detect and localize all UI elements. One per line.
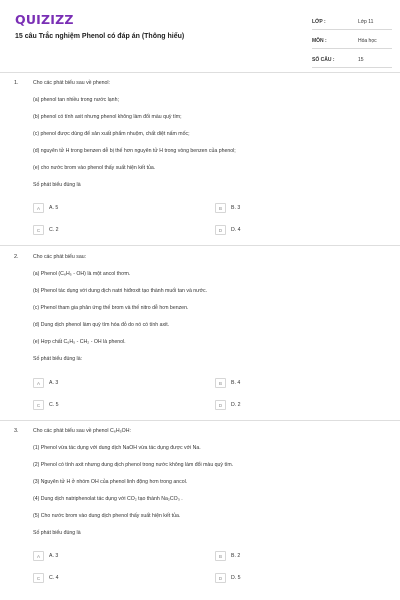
question-line: (1) Phenol vừa tác dụng với dung dịch NaOH vừa tác dụng được với Na. — [33, 445, 201, 451]
option-letter-box: B — [215, 203, 226, 213]
answer-option-b[interactable] — [215, 203, 240, 213]
question-divider — [0, 420, 400, 421]
question-line: Số phát biểu đúng là — [33, 182, 81, 188]
meta-label: MÔN : — [312, 37, 327, 44]
option-letter-box: C — [33, 225, 44, 235]
question-line: Cho các phát biểu sau: — [33, 254, 87, 260]
option-letter-box: A — [33, 203, 44, 213]
meta-value: 15 — [358, 56, 364, 63]
question-line: (b) Phenol tác dụng với dung dịch natri hiđroxit tạo thành muối tan và nước. — [33, 288, 208, 294]
option-letter-box: D — [215, 400, 226, 410]
option-text: D. 4 — [231, 227, 241, 233]
question-number: 2. — [14, 254, 19, 260]
question-line: (c) phenol được dùng để sản xuất phẩm nhuộm, chất diệt nấm mốc; — [33, 131, 190, 137]
meta-value: Lớp 11 — [358, 18, 374, 25]
meta-question-count — [312, 52, 392, 68]
answer-option-c[interactable] — [33, 225, 59, 235]
question-line: (d) nguyên tử H trong benzen dễ bị thế hơn nguyên tử H trong vòng benzen của phenol; — [33, 148, 236, 154]
question-divider — [0, 245, 400, 246]
answer-option-a[interactable] — [33, 551, 58, 561]
answer-option-a[interactable] — [33, 378, 58, 388]
answer-option-c[interactable] — [33, 573, 59, 583]
meta-label: LỚP : — [312, 18, 326, 25]
option-text: B. 2 — [231, 553, 241, 559]
question-line: Cho các phát biểu sau về phenol C₆H₅OH: — [33, 428, 131, 434]
meta-panel — [312, 14, 392, 71]
question-line: Số phát biểu đúng là: — [33, 356, 83, 362]
option-text: A. 3 — [49, 553, 59, 559]
option-letter-box: D — [215, 225, 226, 235]
meta-label: SỐ CÂU : — [312, 56, 335, 63]
question-line: (3) Nguyên tử H ở nhóm OH của phenol linh động hơn trong ancol. — [33, 479, 188, 485]
answer-option-d[interactable] — [215, 225, 241, 235]
option-text: A. 3 — [49, 380, 59, 386]
question-line: Cho các phát biểu sau về phenol: — [33, 80, 111, 86]
option-letter-box: C — [33, 400, 44, 410]
question-line: (5) Cho nước brom vào dung dịch phenol thấy xuất hiện kết tủa. — [33, 513, 181, 519]
question-number: 3. — [14, 428, 19, 434]
meta-grade — [312, 14, 392, 30]
question-number: 1. — [14, 80, 19, 86]
option-text: D. 2 — [231, 402, 241, 408]
question-line: (d) Dung dịch phenol làm quỳ tím hóa đỏ do nó có tính axit. — [33, 322, 170, 328]
option-letter-box: A — [33, 551, 44, 561]
header-divider — [0, 72, 400, 73]
option-text: C. 2 — [49, 227, 59, 233]
meta-subject — [312, 33, 392, 49]
option-text: C. 4 — [49, 575, 59, 581]
page-title: 15 câu Trắc nghiệm Phenol có đáp án (Thông hiểu) — [15, 33, 185, 40]
answer-option-d[interactable] — [215, 573, 241, 583]
option-text: C. 5 — [49, 402, 59, 408]
answer-option-a[interactable] — [33, 203, 58, 213]
option-letter-box: B — [215, 378, 226, 388]
option-text: A. 5 — [49, 205, 59, 211]
question-line: (e) Hợp chất C₆H₅ - CH₂ - OH là phenol. — [33, 339, 126, 345]
answer-option-b[interactable] — [215, 551, 240, 561]
question-line: (4) Dung dịch natriphenolat tác dụng với CO₂ tạo thành Na₂CO₃ . — [33, 496, 183, 502]
question-line: (b) phenol có tính axit nhưng phenol không làm đổi màu quỳ tím; — [33, 114, 182, 120]
answer-option-b[interactable] — [215, 378, 240, 388]
meta-value: Hóa học — [358, 37, 377, 44]
option-letter-box: B — [215, 551, 226, 561]
question-line: (a) Phenol (C₆H₅ - OH) là một ancol thơm. — [33, 271, 131, 277]
question-line: (e) cho nước brom vào phenol thấy xuất hiện kết tủa. — [33, 165, 156, 171]
question-line: (c) Phenol tham gia phản ứng thế brom và thế nitro dễ hơn benzen. — [33, 305, 189, 311]
answer-option-d[interactable] — [215, 400, 241, 410]
option-text: D. 5 — [231, 575, 241, 581]
answer-option-c[interactable] — [33, 400, 59, 410]
option-letter-box: D — [215, 573, 226, 583]
option-letter-box: A — [33, 378, 44, 388]
option-text: B. 3 — [231, 205, 241, 211]
option-letter-box: C — [33, 573, 44, 583]
question-line: (a) phenol tan nhiều trong nước lạnh; — [33, 97, 119, 103]
question-line: Số phát biểu đúng là — [33, 530, 81, 536]
question-line: (2) Phenol có tính axit nhưng dung dịch phenol trong nước không làm đổi màu quỳ tím. — [33, 462, 234, 468]
quizizz-logo: QUIZIZZ — [15, 12, 74, 27]
option-text: B. 4 — [231, 380, 241, 386]
